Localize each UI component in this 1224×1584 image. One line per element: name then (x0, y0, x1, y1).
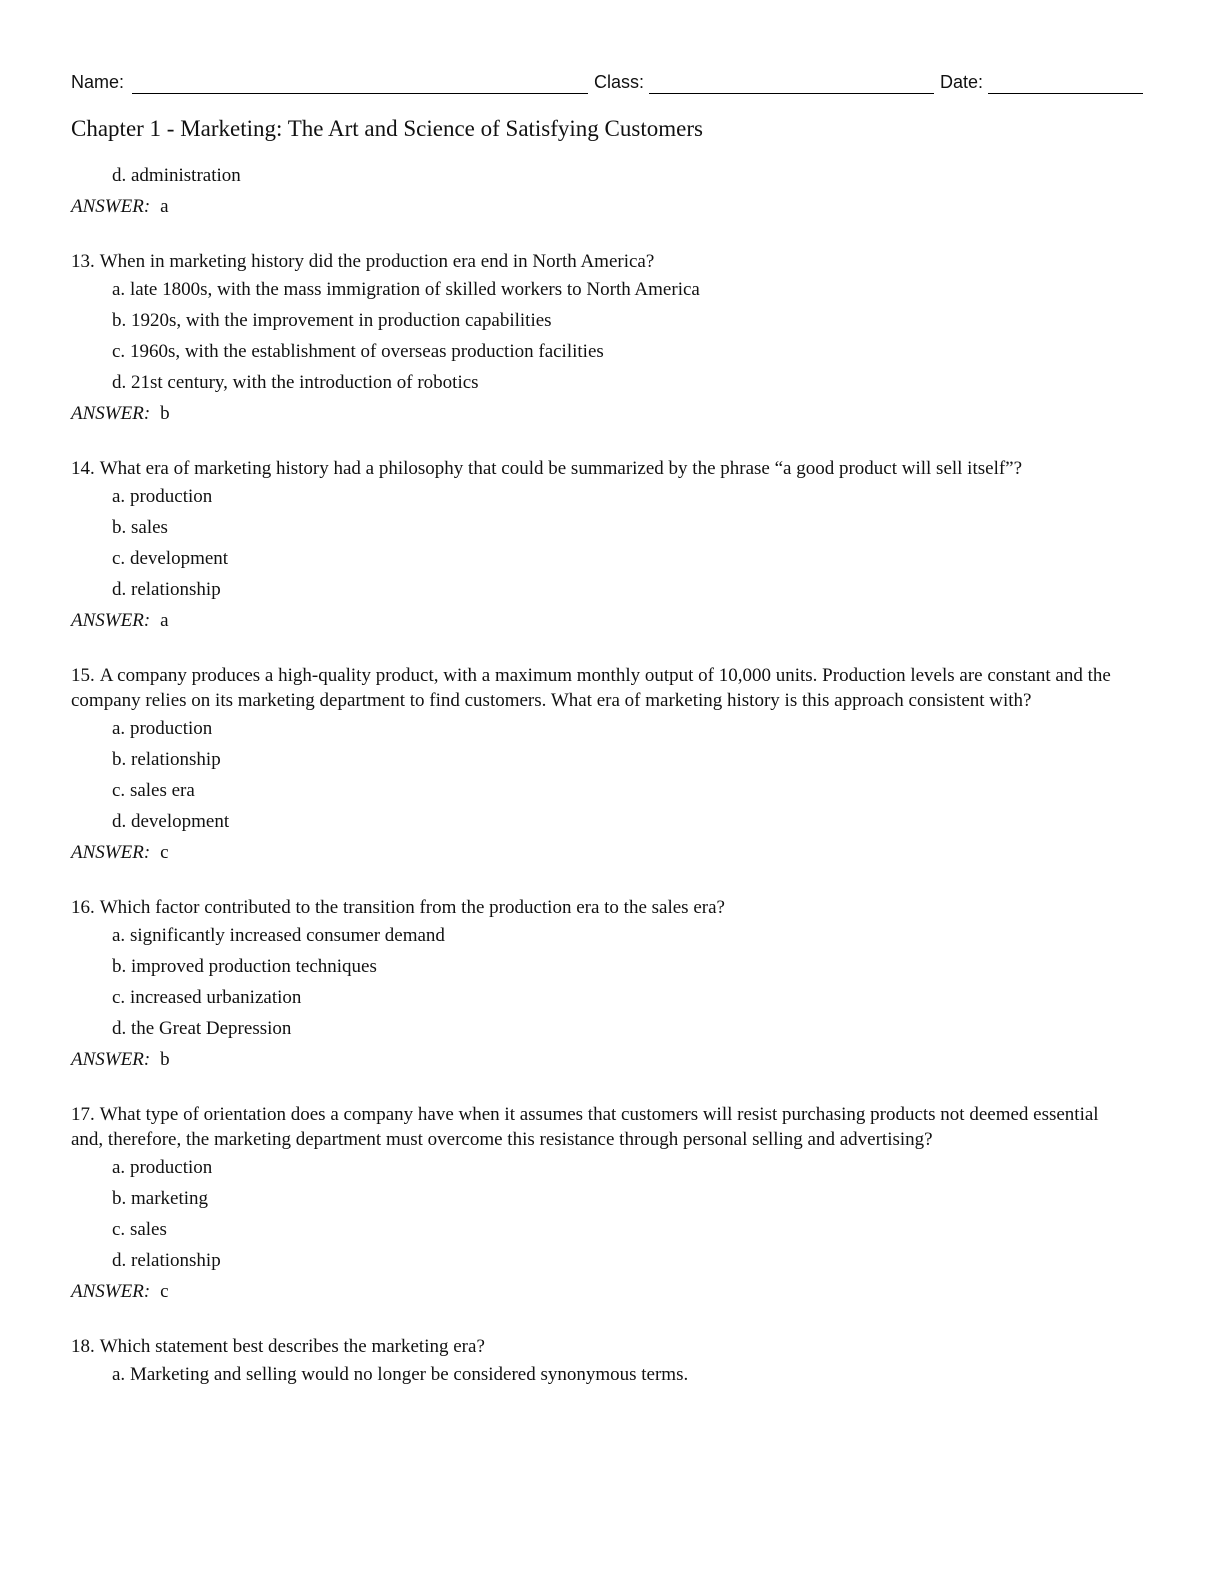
option-letter: a. (112, 718, 126, 739)
answer-label: ANSWER: (71, 842, 151, 863)
option-letter: d. (112, 1250, 127, 1271)
option-letter: c. (112, 780, 126, 801)
answer-option (112, 1156, 1131, 1180)
option-text: relationship (131, 749, 221, 770)
answer-value: c (160, 842, 169, 863)
option-text: development (131, 811, 230, 832)
name-field-line[interactable] (132, 93, 588, 94)
answer-option (112, 924, 1131, 948)
option-text: increased urbanization (129, 987, 302, 1008)
option-text: the Great Depression (131, 1018, 292, 1039)
option-text: improved production techniques (131, 956, 377, 977)
question-number: 16. (71, 897, 95, 918)
option-text: production (129, 718, 213, 739)
name-label: Name: (71, 72, 125, 92)
question-stem: What type of orientation does a company have when it assumes that customers will resist purchasing products not deemed essential and, therefore, the marketing department must overcome this resistance through personal selling and advertising? (71, 1104, 1099, 1150)
option-letter: a. (112, 486, 126, 507)
answer-option (112, 986, 1131, 1010)
question-text (71, 1334, 1131, 1359)
question-text (71, 895, 1131, 920)
question-block (71, 1334, 1131, 1387)
answer-line (71, 195, 1131, 219)
option-text: sales (131, 517, 168, 538)
option-letter: d. (112, 811, 127, 832)
answer-line (71, 1280, 1131, 1304)
option-text: sales (129, 1219, 167, 1240)
option-text: production (129, 486, 213, 507)
question-stem: When in marketing history did the production era end in North America? (99, 251, 655, 272)
answer-label: ANSWER: (71, 196, 151, 217)
date-label: Date: (940, 72, 984, 92)
answer-option (112, 309, 1131, 333)
question-list (71, 164, 1131, 1394)
option-letter: b. (112, 517, 127, 538)
option-letter: b. (112, 749, 127, 770)
question-block (71, 456, 1131, 633)
date-field-line[interactable] (988, 93, 1143, 94)
option-letter: a. (112, 279, 126, 300)
option-letter: d. (112, 1018, 127, 1039)
answer-option (112, 1187, 1131, 1211)
carryover-block (71, 164, 1131, 219)
question-number: 15. (71, 665, 95, 686)
answer-value: b (160, 1049, 170, 1070)
chapter-title: Chapter 1 - Marketing: The Art and Science of Satisfying Customers (71, 116, 703, 141)
question-number: 13. (71, 251, 95, 272)
answer-option (112, 955, 1131, 979)
question-stem: What era of marketing history had a philosophy that could be summarized by the phrase “a good product will sell itself”? (99, 458, 1023, 479)
option-letter: a. (112, 1157, 126, 1178)
option-letter: a. (112, 925, 126, 946)
option-text: sales era (129, 780, 195, 801)
question-stem: A company produces a high-quality product, with a maximum monthly output of 10,000 units. Production levels are constant and the company relies on its marketing department to find customers. What era of marketing history is this approach consistent with? (71, 665, 1111, 711)
option-letter: c. (112, 548, 126, 569)
answer-value: a (160, 610, 169, 631)
option-letter: a. (112, 1364, 126, 1385)
answer-option (112, 164, 1131, 188)
answer-option (112, 485, 1131, 509)
question-block (71, 895, 1131, 1072)
option-text: late 1800s, with the mass immigration of skilled workers to North America (129, 279, 700, 300)
answer-label: ANSWER: (71, 1281, 151, 1302)
question-number: 18. (71, 1336, 95, 1357)
question-text (71, 249, 1131, 274)
question-stem: Which statement best describes the marketing era? (99, 1336, 485, 1357)
option-text: 1920s, with the improvement in production capabilities (131, 310, 552, 331)
question-text (71, 1102, 1131, 1152)
answer-value: b (160, 403, 170, 424)
option-text: 21st century, with the introduction of robotics (131, 372, 479, 393)
question-block (71, 663, 1131, 865)
answer-value: a (160, 196, 169, 217)
answer-option (112, 278, 1131, 302)
student-info-header (71, 72, 1143, 98)
answer-option (112, 1363, 1131, 1387)
option-letter: d. (112, 579, 127, 600)
option-letter: b. (112, 310, 127, 331)
option-text: significantly increased consumer demand (129, 925, 445, 946)
question-number: 14. (71, 458, 95, 479)
option-text: Marketing and selling would no longer be considered synonymous terms. (129, 1364, 689, 1385)
answer-option (112, 547, 1131, 571)
answer-label: ANSWER: (71, 610, 151, 631)
option-letter: d. (112, 165, 127, 186)
option-text: relationship (131, 579, 221, 600)
answer-line (71, 402, 1131, 426)
answer-value: c (160, 1281, 169, 1302)
answer-option (112, 1249, 1131, 1273)
answer-option (112, 779, 1131, 803)
answer-option (112, 748, 1131, 772)
answer-option (112, 371, 1131, 395)
answer-option (112, 340, 1131, 364)
option-letter: c. (112, 987, 126, 1008)
option-letter: c. (112, 341, 126, 362)
answer-option (112, 717, 1131, 741)
option-letter: b. (112, 1188, 127, 1209)
question-stem: Which factor contributed to the transition from the production era to the sales era? (99, 897, 725, 918)
option-letter: b. (112, 956, 127, 977)
option-text: relationship (131, 1250, 221, 1271)
class-field-line[interactable] (649, 93, 934, 94)
option-text: development (129, 548, 229, 569)
answer-label: ANSWER: (71, 403, 151, 424)
answer-option (112, 810, 1131, 834)
question-block (71, 249, 1131, 426)
answer-option (112, 1017, 1131, 1041)
answer-label: ANSWER: (71, 1049, 151, 1070)
answer-line (71, 609, 1131, 633)
answer-line (71, 1048, 1131, 1072)
question-block (71, 1102, 1131, 1304)
option-text: marketing (131, 1188, 209, 1209)
answer-option (112, 578, 1131, 602)
class-label: Class: (594, 72, 645, 92)
option-text: production (129, 1157, 213, 1178)
option-letter: c. (112, 1219, 126, 1240)
answer-option (112, 1218, 1131, 1242)
option-text: 1960s, with the establishment of overseas production facilities (129, 341, 604, 362)
question-text (71, 456, 1131, 481)
question-number: 17. (71, 1104, 95, 1125)
answer-option (112, 516, 1131, 540)
option-text: administration (131, 165, 241, 186)
option-letter: d. (112, 372, 127, 393)
question-text (71, 663, 1131, 713)
answer-line (71, 841, 1131, 865)
